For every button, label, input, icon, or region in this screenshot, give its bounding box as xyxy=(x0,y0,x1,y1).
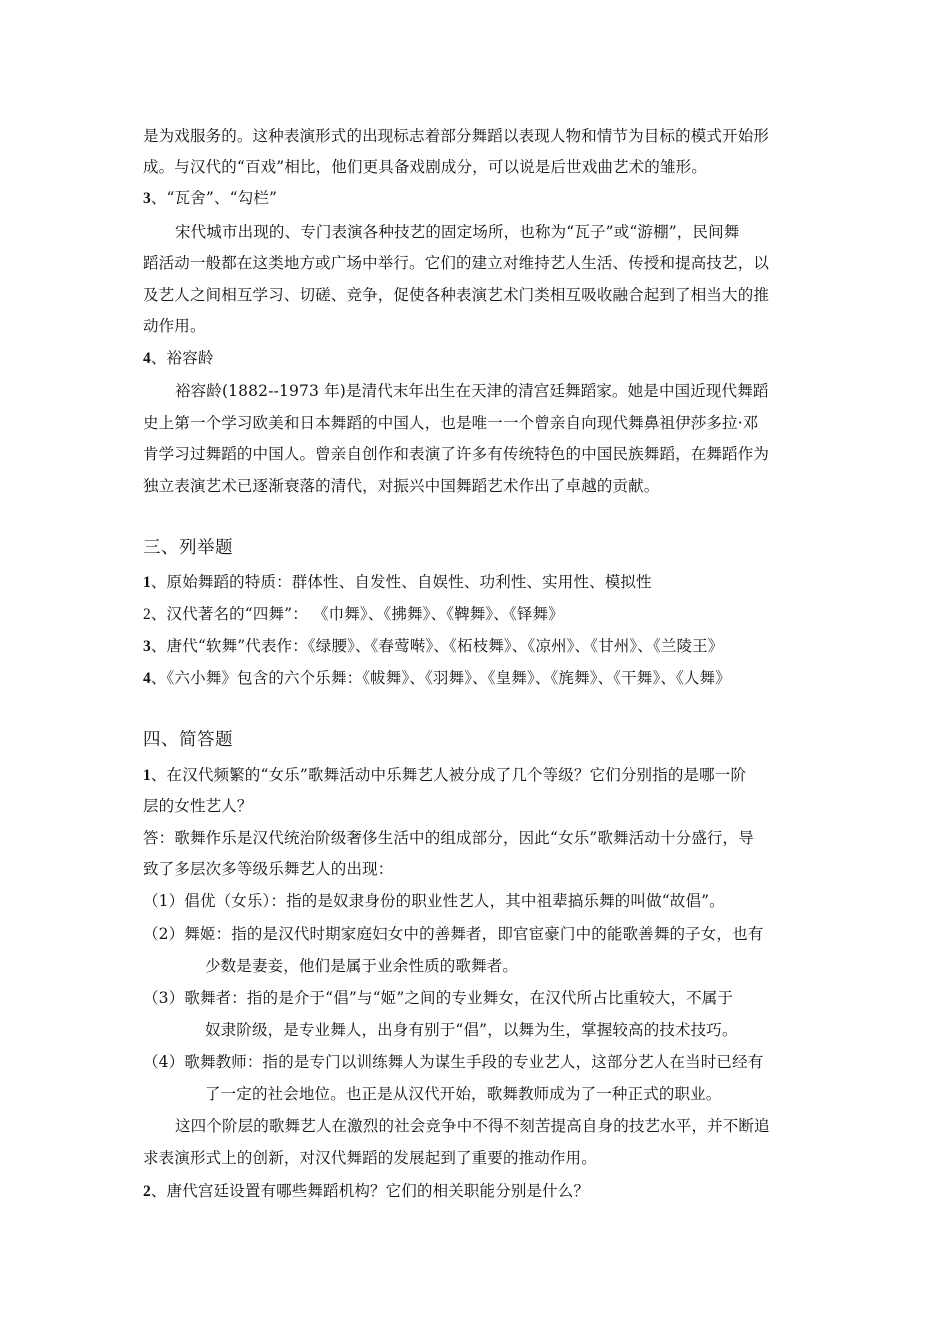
answer-line: 答：歌舞作乐是汉代统治阶级奢侈生活中的组成部分，因此“女乐”歌舞活动十分盛行，导 xyxy=(143,829,754,847)
paragraph-line: 宋代城市出现的、专门表演各种技艺的固定场所，也称为“瓦子”或“游棚”，民间舞 xyxy=(175,223,740,241)
answer-point: （1）倡优（女乐）：指的是奴隶身份的职业性艺人，其中祖辈搞乐舞的叫做“故倡”。 xyxy=(143,892,725,910)
term-title: 、裕容龄 xyxy=(150,349,214,367)
term-number: 4 xyxy=(143,350,151,367)
paragraph-line: 史上第一个学习欧美和日本舞蹈的中国人，也是唯一一个曾亲自向现代舞鼻祖伊莎多拉·邓 xyxy=(143,414,759,432)
list-number: 2 xyxy=(143,606,151,623)
paragraph-line: 动作用。 xyxy=(143,317,206,335)
list-number: 4 xyxy=(143,670,151,687)
list-item xyxy=(143,636,808,657)
section-heading: 三、列举题 xyxy=(143,538,233,558)
answer-summary: 求表演形式上的创新，对汉代舞蹈的发展起到了重要的推动作用。 xyxy=(143,1149,597,1167)
question-text: 、在汉代频繁的“女乐”歌舞活动中乐舞艺人被分成了几个等级？它们分别指的是哪一阶 xyxy=(150,766,747,784)
list-text: 、汉代著名的“四舞”： 《巾舞》、《拂舞》、《鞞舞》、《铎舞》 xyxy=(150,605,564,623)
list-item xyxy=(143,572,808,593)
list-text: 、《六小舞》包含的六个乐舞：《帗舞》、《羽舞》、《皇舞》、《旄舞》、《干舞》、《人舞》 xyxy=(150,669,731,687)
answer-point: （2）舞姬：指的是汉代时期家庭妇女中的善舞者，即官宦豪门中的能歌善舞的子女，也有 xyxy=(143,925,764,943)
question-line xyxy=(143,765,808,786)
paragraph-line: 肯学习过舞蹈的中国人。曾亲自创作和表演了许多有传统特色的中国民族舞蹈，在舞蹈作为 xyxy=(143,445,770,463)
term-number: 3 xyxy=(143,190,151,207)
list-text: 、唐代“软舞”代表作：《绿腰》、《春莺啭》、《柘枝舞》、《凉州》、《甘州》、《兰陵王》 xyxy=(150,637,724,655)
paragraph-line: 及艺人之间相互学习、切磋、竞争，促使各种表演艺术门类相互吸收融合起到了相当大的推 xyxy=(143,286,770,304)
answer-point-cont: 少数是妻妾，他们是属于业余性质的歌舞者。 xyxy=(205,957,519,975)
answer-point-cont: 了一定的社会地位。也正是从汉代开始，歌舞教师成为了一种正式的职业。 xyxy=(205,1085,722,1103)
list-number: 3 xyxy=(143,638,151,655)
term-heading xyxy=(143,348,808,369)
question-line xyxy=(143,1181,808,1202)
list-item xyxy=(143,604,808,625)
answer-summary: 这四个阶层的歌舞艺人在激烈的社会竞争中不得不刻苦提高自身的技艺水平，并不断追 xyxy=(175,1117,770,1135)
list-number: 1 xyxy=(143,574,151,591)
question-number: 1 xyxy=(143,767,151,784)
answer-point: （3）歌舞者：指的是介于“倡”与“姬”之间的专业舞女，在汉代所占比重较大，不属于 xyxy=(143,989,734,1007)
term-title: 、“瓦舍”、“勾栏” xyxy=(150,189,278,207)
question-text: 、唐代宫廷设置有哪些舞蹈机构？它们的相关职能分别是什么？ xyxy=(150,1182,590,1200)
paragraph-line: 成。与汉代的“百戏”相比，他们更具备戏剧成分，可以说是后世戏曲艺术的雏形。 xyxy=(143,158,707,176)
section-heading: 四、简答题 xyxy=(143,730,233,750)
answer-point: （4）歌舞教师：指的是专门以训练舞人为谋生手段的专业艺人，这部分艺人在当时已经有 xyxy=(143,1053,764,1071)
paragraph-line: 是为戏服务的。这种表演形式的出现标志着部分舞蹈以表现人物和情节为目标的模式开始形 xyxy=(143,127,770,145)
answer-point-cont: 奴隶阶级，是专业舞人，出身有别于“倡”，以舞为生，掌握较高的技术技巧。 xyxy=(205,1021,738,1039)
paragraph-line: 裕容龄(1882--1973 年)是清代末年出生在天津的清宫廷舞蹈家。她是中国近现代舞蹈 xyxy=(175,382,769,400)
question-line: 层的女性艺人？ xyxy=(143,797,253,815)
paragraph-line: 独立表演艺术已逐渐衰落的清代，对振兴中国舞蹈艺术作出了卓越的贡献。 xyxy=(143,477,660,495)
list-item xyxy=(143,668,808,689)
paragraph-line: 蹈活动一般都在这类地方或广场中举行。它们的建立对维持艺人生活、传授和提高技艺，以 xyxy=(143,254,770,272)
list-text: 、原始舞蹈的特质：群体性、自发性、自娱性、功利性、实用性、模拟性 xyxy=(150,573,652,591)
question-number: 2 xyxy=(143,1183,151,1200)
term-heading xyxy=(143,188,808,209)
answer-line: 致了多层次多等级乐舞艺人的出现： xyxy=(143,860,394,878)
